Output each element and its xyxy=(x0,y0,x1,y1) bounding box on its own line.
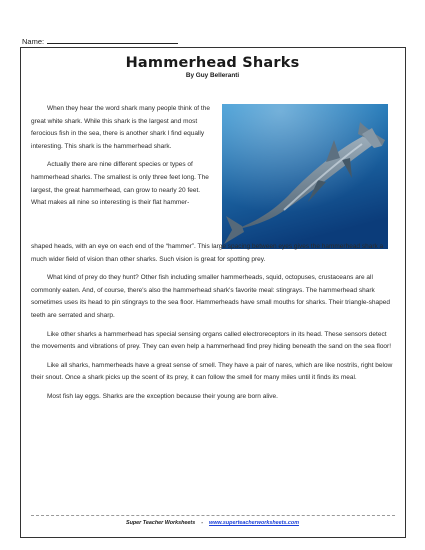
name-blank-line xyxy=(47,37,178,44)
footer-brand: Super Teacher Worksheets xyxy=(126,520,196,526)
article-byline: By Guy Belleranti xyxy=(185,72,240,79)
paragraph-5: Like all sharks, hammerheads have a great sense of smell. They have a pair of nares, which are like nostrils, right below their snout. Once a shark picks up the scent of its prey, it can follow the smell for many miles until it finds its meal. xyxy=(31,361,393,382)
article-title: Hammerhead Sharks xyxy=(125,55,300,71)
footer-divider xyxy=(31,515,395,516)
paragraph-1: When they hear the word shark many people think of the great white shark. While this shark is the largest and most ferocious fish in the sea, there is another shark I find equally interesting. This shark is the hammerhead shark. xyxy=(31,105,210,150)
name-label: Name: xyxy=(22,37,45,46)
footer xyxy=(0,520,425,526)
paragraph-2: Actually there are nine different species or types of hammerhead sharks. The smallest is only three feet long. The largest, the great hammerhead, can grow to nearly 20 feet. What makes all nine so interesting is their flat hammer- xyxy=(31,161,209,207)
paragraph-4: Like other sharks a hammerhead has special sensing organs called electroreceptors in its head. These sensors detect the movements and vibrations of prey. They can even help a hammerhead find prey hiding beneath the sand on the sea floor! xyxy=(31,330,392,351)
paragraph-6: Most fish lay eggs. Sharks are the exception because their young are born alive. xyxy=(47,392,278,400)
footer-url-link[interactable]: www.superteacherworksheets.com xyxy=(209,520,299,526)
hammerhead-shark-photo xyxy=(222,104,388,249)
article-body-full xyxy=(31,241,395,409)
paragraph-3: What kind of prey do they hunt? Other fish including smaller hammerheads, squid, octopuses, crustaceans are all commonly eaten. And, of course, there's also the hammerhead shark's favorite meal: stingrays. The hammerhead shark sometimes uses its head to pin stingrays to the sea floor. Hammerheads have small mouths for sharks. Their triangle-shaped teeth are serrated and sharp. xyxy=(31,274,390,319)
footer-separator: - xyxy=(201,520,204,526)
paragraph-2-continued: shaped heads, with an eye on each end of the “hammer”. This large spacing between eyes gives the hammerhead shark a much wider field of vision than other sharks. Such vision is great for spotting prey. xyxy=(31,243,384,263)
name-field xyxy=(22,37,178,46)
article-body-column xyxy=(31,103,217,216)
